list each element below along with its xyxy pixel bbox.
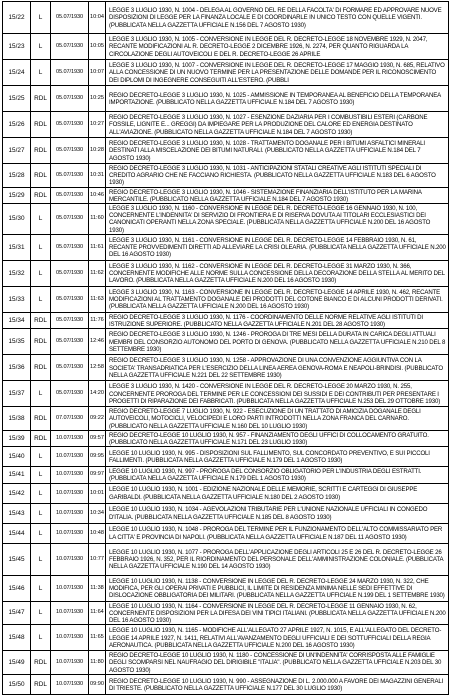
row-description: LEGGE 3 LUGLIO 1930, N. 1160 - CONVERSIONE IN LEGGE DEL R. DECRETO-LEGGE 16 GENNAIO 1930, N. 100, CONCERNENTE L'INDENNITA' DI SERVIZIO DI FRONTIERA E DI RISERVA DOVUTA AI TITOLARI ECCLESIASTICI DEI CANONICATI OPERANTI NELLA ZONA SPECIALE. (PUBBLICATA NELLA GAZZETTA UFFICIALE N.200 DEL 16 AGOSTO 1930) xyxy=(106,204,449,235)
row-description: LEGGE 10 LUGLIO 1930, N. 1077 - PROROGA DELL'APPLICAZIONE DEGLI ARTICOLI 25 E 26 DEL R. DECRETO-LEGGE 26 FEBBRAIO 1926, N. 352, PER IL RIORDINAMENTO DEL PERSONALE DELL'AMMINISTRAZIONE COLONIALE. (PUBBLICATA NELLA GAZZETTA UFFICIALE N.190 DEL 14 AGOSTO 1930) xyxy=(106,543,449,575)
row-number: 15/47 xyxy=(3,601,31,625)
row-description: REGIO DECRETO-LEGGE 3 LUGLIO 1930, N. 1046 - SISTEMAZIONE FINANZIARIA DELL'ISTITUTO PER LA MARINA MERCANTILE. (PUBBLICATO NELLA GAZZETTA UFFICIALE N.184 DEL 7 AGOSTO 1930) xyxy=(106,187,449,203)
row-type: RDL xyxy=(31,86,51,112)
row-number: 15/45 xyxy=(3,543,31,575)
row-description: REGIO DECRETO-LEGGE 10 LUGLIO 1930, N. 957 - FINANZIAMENTO DEGLI UFFICI DI COLLOCAMENTO GRATUITO. (PUBBLICATO NELLA GAZZETTA UFFICIALE N.171 DEL 23 LUGLIO 1930) xyxy=(106,430,449,446)
table-row xyxy=(3,674,449,694)
table-row xyxy=(3,503,449,523)
row-code: 10:05 xyxy=(89,34,106,60)
row-date: 05.07/1930 xyxy=(51,329,89,355)
row-code: 10:28 xyxy=(89,138,106,164)
row-code: 11:64 xyxy=(89,601,106,625)
row-type: L xyxy=(31,204,51,235)
row-type: L xyxy=(31,601,51,625)
row-code: 10:34 xyxy=(89,503,106,523)
row-description: REGIO DECRETO-LEGGE 3 LUGLIO 1930, N. 1027 - ESENZIONE DAZIARIA PER I COMBUSTIBILI ESTERI (CARBONE FOSSILE, LIGNITE E... GREGGI) DA IMPIEGARE PER LA PRODUZIONE DEL CALORE ED ENERGIA DESTINATO ALL'AVIAZIONE. (PUBBLICATO NELLA GAZZETTA UFFICIALE N.184 DEL 7 AGOSTO 1930) xyxy=(106,112,449,138)
row-date: 05.07/1930 xyxy=(51,286,89,312)
row-code: 10:01 xyxy=(89,483,106,503)
row-number: 15/29 xyxy=(3,187,31,203)
row-number: 15/39 xyxy=(3,430,31,446)
row-code: 10:46 xyxy=(89,187,106,203)
row-type: L xyxy=(31,260,51,286)
row-number: 15/32 xyxy=(3,260,31,286)
row-code: 09:95 xyxy=(89,447,106,467)
table-row xyxy=(3,86,449,112)
table-row xyxy=(3,260,449,286)
row-type: RDL xyxy=(31,355,51,381)
row-number: 15/43 xyxy=(3,503,31,523)
row-type: L xyxy=(31,503,51,523)
row-type: L xyxy=(31,575,51,601)
row-number: 15/22 xyxy=(3,2,31,34)
table-row xyxy=(3,329,449,355)
row-date: 10.07/1930 xyxy=(51,430,89,446)
row-number: 15/34 xyxy=(3,312,31,328)
row-date: 10.07/1930 xyxy=(51,447,89,467)
row-number: 15/50 xyxy=(3,674,31,694)
table-row xyxy=(3,407,449,431)
row-date: 10.07/1930 xyxy=(51,601,89,625)
table-row xyxy=(3,523,449,543)
row-number: 15/40 xyxy=(3,447,31,467)
row-description: LEGGE 3 LUGLIO 1930, N. 1004 - DELEGA AL GOVERNO DEL RE DELLA FACOLTA' DI FORMARE ED APPROVARE NUOVE DISPOSIZIONI DI LEGGE PER LA FINANZA LOCALE E DI COORDINARLE IN UNICO TESTO CON QUELLE VIGENTI. (PUBBLICATA NELLA GAZZETTA UFFICIALE N.156 DEL 7 AGOSTO 1930) xyxy=(106,2,449,34)
row-description: LEGGE 10 LUGLIO 1930, N. 1001 - EDIZIONE NAZIONALE DELLE MEMORIE, SCRITTI E CARTEGGI DI GIUSEPPE GARIBALDI. (PUBBLICATA NELLA GAZZETTA UFFICIALE N.180 DEL 2 AGOSTO 1930) xyxy=(106,483,449,503)
row-type: RDL xyxy=(31,312,51,328)
table-row xyxy=(3,112,449,138)
row-type: L xyxy=(31,467,51,483)
row-code: 11:76 xyxy=(89,312,106,328)
row-date: 10.07/1930 xyxy=(51,651,89,675)
table-row xyxy=(3,467,449,483)
row-description: REGIO DECRETO-LEGGE 7 LUGLIO 1930, N. 922 - ESECUZIONE DI UN TRATTATO DI AMICIZIA DOGANALE DEGLI AUTOVEICOLI, MOTOCICLI, VELOCIPEDI E LORO PARTI INTRODOTTI NELLA ZONA FRANCA DEL CARNARO. (PUBBLICATO NELLA GAZZETTA UFFICIALE N.160 DEL 10 LUGLIO 1930) xyxy=(106,407,449,431)
row-date: 05.07/1930 xyxy=(51,381,89,407)
row-description: LEGGE 10 LUGLIO 1930, N. 995 - DISPOSIZIONI SUL FALLIMENTO, SUL CONCORDATO PREVENTIVO, E SUI PICCOLI FALLIMENTI. (PUBBLICATA NELLA GAZZETTA UFFICIALE N.179 DEL 1 AGOSTO 1930) xyxy=(106,447,449,467)
row-type: RDL xyxy=(31,112,51,138)
row-date: 10.07/1930 xyxy=(51,575,89,601)
row-date: 05.07/1930 xyxy=(51,164,89,188)
row-date: 10.07/1930 xyxy=(51,674,89,694)
row-description: LEGGE 10 LUGLIO 1930, N. 1165 - MODIFICHE ALL'ALLEGATO 27 APRILE 1927, N. 1015, E ALL'ALLEGATO DEL DECRETO-LEGGE 14 APRILE 1927, N. 1411, RELATIVI ALL'AVANZAMENTO DEGLI UFFICIALI E DEI SOTTUFFICIALI DELLA REGIA AERONAUTICA. (PUBBLICATA NELLA GAZZETTA UFFICIALE N.200 DEL 16 AGOSTO 1930) xyxy=(106,625,449,651)
row-type: L xyxy=(31,2,51,34)
row-code: 10:27 xyxy=(89,112,106,138)
row-description: REGIO DECRETO-LEGGE 10 LUGLIO 1930, N. 1180 - CONCESSIONE DI UN'INDENNITA' CORRISPOSTA ALLE FAMIGLIE DEGLI SCOMPARSI NEL NAUFRAGIO DEL DIRIGIBILE "ITALIA". (PUBBLICATO NELLA GAZZETTA UFFICIALE N.203 DEL 30 AGOSTO 1930) xyxy=(106,651,449,675)
row-type: L xyxy=(31,543,51,575)
row-date: 10.07/1930 xyxy=(51,523,89,543)
row-number: 15/31 xyxy=(3,234,31,260)
row-date: 10.07/1930 xyxy=(51,503,89,523)
table-row xyxy=(3,286,449,312)
legislation-table-body xyxy=(3,2,449,695)
row-date: 05.07/1930 xyxy=(51,187,89,203)
row-number: 15/37 xyxy=(3,381,31,407)
row-type: RDL xyxy=(31,407,51,431)
row-number: 15/28 xyxy=(3,164,31,188)
row-description: LEGGE 10 LUGLIO 1930, N. 997 - PROROGA DEL CONSORZIO OBLIGATORIO PER L'INDUSTRIA DEGLI ESTRATTI. (PUBBLICATA NELLA GAZZETTA UFFICIALE N.179 DEL 1 AGOSTO 1930) xyxy=(106,467,449,483)
table-row xyxy=(3,204,449,235)
table-row xyxy=(3,483,449,503)
table-row xyxy=(3,164,449,188)
row-type: L xyxy=(31,286,51,312)
row-number: 15/30 xyxy=(3,204,31,235)
row-code: 10:25 xyxy=(89,86,106,112)
row-date: 05.07/1930 xyxy=(51,260,89,286)
row-description: LEGGE 3 LUGLIO 1930, N. 1007 - CONVERSIONE IN LEGGE DEL R. DECRETO-LEGGE 17 MAGGIO 1930, N. 685, RELATIVO ALLA CONCESSIONE DI UN NUOVO TERMINE PER LA PRESENTAZIONE DELLE DOMANDE PER IL RICONOSCIMENTO DEI DIPLOMI DI INGEGNERE CONSEGUITI ALL'ESTERO. (PUBBLI xyxy=(106,60,449,86)
row-code: 09:22 xyxy=(89,407,106,431)
row-code: 09:57 xyxy=(89,430,106,446)
row-type: L xyxy=(31,523,51,543)
row-type: RDL xyxy=(31,651,51,675)
row-code: 11:38 xyxy=(89,575,106,601)
row-code: 11:65 xyxy=(89,625,106,651)
row-code: 11:61 xyxy=(89,234,106,260)
table-row xyxy=(3,187,449,203)
table-row xyxy=(3,543,449,575)
table-row xyxy=(3,575,449,601)
row-type: L xyxy=(31,625,51,651)
row-number: 15/48 xyxy=(3,625,31,651)
row-description: LEGGE 3 LUGLIO 1930, N. 1161 - CONVERSIONE IN LEGGE DEL R. DECRETO-LEGGE 14 FEBBRAIO 1930, N. 61, RECANTE PROVVEDIMENTI DIRETTI AD ALLEVIARE LA CRISI OLEARIA. (PUBBLICATA NELLA GAZZETTA UFFICIALE N.200 DEL 16 AGOSTO 1930) xyxy=(106,234,449,260)
row-date: 05.07/1930 xyxy=(51,60,89,86)
row-description: REGIO DECRETO-LEGGE 3 LUGLIO 1930, N. 1258 - APPROVAZIONE DI UNA CONVENZIONE AGGIUNTIVA CON LA SOCIETA' TRANSADRIATICA PER L'ESERCIZIO DELLA LINEA AEREA GENOVA-ROMA E NEAPOLI-BRINDISI. (PUBBLICATO NELLA GAZZETTA UFFICIALE N.221 DEL 22 SETTEMBRE 1930) xyxy=(106,355,449,381)
row-date: 07.07/1930 xyxy=(51,407,89,431)
row-description: REGIO DECRETO-LEGGE 10 LUGLIO 1930, N. 990 - ASSEGNAZIONE DI L. 2.000.000 A FAVORE DEI MAGAZZINI GENERALI DI TRIESTE. (PUBBLICATO NELLA GAZZETTA UFFICIALE N.177 DEL 30 LUGLIO 1930) xyxy=(106,674,449,694)
row-type: RDL xyxy=(31,164,51,188)
row-number: 15/24 xyxy=(3,60,31,86)
row-description: LEGGE 3 LUGLIO 1930, N. 1163 - CONVERSIONE IN LEGGE DEL R. DECRETO-LEGGE 14 APRILE 1930, N. 462, RECANTE MODIFICAZIONI AL TRATTAMENTO DOGANALE DEI PRODOTTI DEL COTONE BIANCO E DI ALCUNI PRODOTTI DERIVATI. (PUBBLICATA NELLA GAZZETTA UFFICIALE N.200 DEL 16 AGOSTO 1930) xyxy=(106,286,449,312)
row-description: LEGGE 10 LUGLIO 1930, N. 1164 - CONVERSIONE IN LEGGE DEL R. DECRETO-LEGGE 11 GENNAIO 1930, N. 62, CONCERNENTE DISPOSIZIONI PER LA DIFESA DEI VINI TIPICI ITALIANI. (PUBBLICATA NELLA GAZZETTA UFFICIALE N.200 DEL 16 AGOSTO 1930) xyxy=(106,601,449,625)
table-row xyxy=(3,34,449,60)
row-type: L xyxy=(31,234,51,260)
row-code: 09:90 xyxy=(89,674,106,694)
table-row xyxy=(3,138,449,164)
legislation-table xyxy=(2,1,449,695)
row-number: 15/49 xyxy=(3,651,31,675)
row-type: L xyxy=(31,60,51,86)
row-description: LEGGE 3 LUGLIO 1930, N. 1420 - CONVERSIONE IN LEGGE DEL R. DECRETO-LEGGE 20 MARZO 1930, N. 255, CONCERNENTE PROROGA DEL TERMINE PER LE CONCESSIONI DEI SUSSIDI E DEI CONTRIBUTI PER PRESENTARE I PROGETTI DI RIPARAZIONE DEI FABBRICATI. (PUBBLICATA NELLA GAZZETTA UFFICIALE N.253 DEL 29 OTTOBRE 1930) xyxy=(106,381,449,407)
table-row xyxy=(3,651,449,675)
row-code: 09:97 xyxy=(89,467,106,483)
row-number: 15/25 xyxy=(3,86,31,112)
row-code: 10:31 xyxy=(89,164,106,188)
row-code: 11:80 xyxy=(89,651,106,675)
row-type: L xyxy=(31,447,51,467)
row-number: 15/46 xyxy=(3,575,31,601)
row-type: RDL xyxy=(31,187,51,203)
table-row xyxy=(3,381,449,407)
row-type: RDL xyxy=(31,674,51,694)
row-number: 15/26 xyxy=(3,112,31,138)
row-number: 15/27 xyxy=(3,138,31,164)
row-code: 12:58 xyxy=(89,355,106,381)
table-row xyxy=(3,312,449,328)
row-number: 15/41 xyxy=(3,467,31,483)
row-code: 11:62 xyxy=(89,260,106,286)
row-code: 11:60 xyxy=(89,204,106,235)
row-date: 05.07/1930 xyxy=(51,234,89,260)
row-number: 15/36 xyxy=(3,355,31,381)
table-row xyxy=(3,355,449,381)
row-code: 10:77 xyxy=(89,543,106,575)
row-date: 05.07/1930 xyxy=(51,312,89,328)
row-date: 05.07/1930 xyxy=(51,34,89,60)
row-code: 12:46 xyxy=(89,329,106,355)
row-description: LEGGE 3 LUGLIO 1930, N. 1162 - CONVERSIONE IN LEGGE DEL R. DECRETO-LEGGE 31 MARZO 1930, N. 366, CONCERNENTE MODIFICHE ALLE NORME SULLA CONCESSIONE DELLA DECORAZIONE DELLA STELLA AL MERITO DEL LAVORO. (PUBBLICATA NELLA GAZZETTA UFFICIALE N.200 DEL 16 AGOSTO 1930) xyxy=(106,260,449,286)
row-code: 11:63 xyxy=(89,286,106,312)
row-date: 05.07/1930 xyxy=(51,204,89,235)
row-description: REGIO DECRETO-LEGGE 3 LUGLIO 1930, N. 1028 - TRATTAMENTO DOGANALE PER I BITUMI ASFALTICI MINERALI DESTINATI ALLA MISCELAZIONE DEI BITUMI NATURALI. (PUBBLICATO NELLA GAZZETTA UFFICIALE N.184 DEL 7 AGOSTO 1930) xyxy=(106,138,449,164)
table-row xyxy=(3,430,449,446)
row-date: 05.07/1930 xyxy=(51,138,89,164)
row-type: RDL xyxy=(31,329,51,355)
row-number: 15/42 xyxy=(3,483,31,503)
row-code: 10:04 xyxy=(89,2,106,34)
row-description: REGIO DECRETO-LEGGE 3 LUGLIO 1930, N. 1025 - AMMISSIONE IN TEMPORANEA AL BENEFICIO DELLA TEMPORANEA IMPORTAZIONE. (PUBBLICATO NELLA GAZZETTA UFFICIALE N.184 DEL 7 AGOSTO 1930) xyxy=(106,86,449,112)
row-number: 15/35 xyxy=(3,329,31,355)
row-description: LEGGE 10 LUGLIO 1930, N. 1138 - CONVERSIONE IN LEGGE DEL R. DECRETO-LEGGE 24 MARZO 1930, N. 322, CHE MODIFICA, PER GLI OPERAI PRIVATI E PUBBLICI, IL LIMITE DI RESIDENZA MINIMA NELLE SEDI EFFETTIVE DI DISLOCAZIONE OBBLIGATORIA DEI MILITARI. (PUBBLICATA NELLA GAZZETTA UFFICIALE N.199 DEL 1 SETTEMBRE 1930) xyxy=(106,575,449,601)
row-description: REGIO DECRETO-LEGGE 3 LUGLIO 1930, N. 1176 - COORDINAMENTO DELLE NORME RELATIVE AGLI ISTITUTI DI ISTRUZIONE SUPERIORE. (PUBBLICATO NELLA GAZZETTA UFFICIALE N.201 DEL 28 AGOSTO 1930) xyxy=(106,312,449,328)
row-description: REGIO DECRETO-LEGGE 3 LUGLIO 1930, N. 1031 - ANTICIPAZIONI STATALI CREATIVE AGLI ISTITUTI SPECIALI DI CREDITO AGRARIO CHE NE FACCIANO RICHIESTA. (PUBBLICATO NELLA GAZZETTA UFFICIALE N.183 DEL 6 AGOSTO 1930) xyxy=(106,164,449,188)
row-code: 10:48 xyxy=(89,523,106,543)
row-code: 14:20 xyxy=(89,381,106,407)
row-code: 10:07 xyxy=(89,60,106,86)
row-type: L xyxy=(31,381,51,407)
row-date: 10.07/1930 xyxy=(51,543,89,575)
row-type: L xyxy=(31,483,51,503)
table-row xyxy=(3,625,449,651)
row-date: 05.07/1930 xyxy=(51,86,89,112)
row-description: LEGGE 10 LUGLIO 1930, N. 1048 - PROROGA DEL TERMINE PER IL FUNZIONAMENTO DELL'ALTO COMMISSARIATO PER LA CITTA' E PROVINCIA DI NAPOLI. (PUBBLICATA NELLA GAZZETTA UFFICIALE N.187 DEL 11 AGOSTO 1930) xyxy=(106,523,449,543)
row-date: 05.07/1930 xyxy=(51,112,89,138)
table-row xyxy=(3,2,449,34)
row-number: 15/38 xyxy=(3,407,31,431)
row-date: 05.07/1930 xyxy=(51,2,89,34)
row-type: RDL xyxy=(31,138,51,164)
table-row xyxy=(3,60,449,86)
row-type: L xyxy=(31,34,51,60)
row-date: 05.07/1930 xyxy=(51,355,89,381)
row-number: 15/23 xyxy=(3,34,31,60)
row-date: 10.07/1930 xyxy=(51,625,89,651)
table-row xyxy=(3,447,449,467)
row-number: 15/44 xyxy=(3,523,31,543)
row-description: LEGGE 3 LUGLIO 1930, N. 1005 - CONVERSIONE IN LEGGE DEL R. DECRETO-LEGGE 18 NOVEMBRE 1929, N. 2047, RECANTE MODIFICAZIONI AL R. DECRETO-LEGGE 2 DICEMBRE 1926, N. 2274, PER QUANTO RIGUARDA LA CIRCOLAZIONE DEGLI AUTOVEICOLI E DEL R. DECRETO-LEGGE 26 APRILE xyxy=(106,34,449,60)
row-date: 10.07/1930 xyxy=(51,483,89,503)
row-number: 15/33 xyxy=(3,286,31,312)
table-row xyxy=(3,601,449,625)
table-row xyxy=(3,234,449,260)
row-type: RDL xyxy=(31,430,51,446)
row-description: LEGGE 10 LUGLIO 1930, N. 1034 - AGEVOLAZIONI TRIBUTARIE PER L'UNIONE NAZIONALE UFFICIALI IN CONGEDO D'ITALIA. (PUBBLICATA NELLA GAZZETTA UFFICIALE N.185 DEL 8 AGOSTO 1930) xyxy=(106,503,449,523)
row-description: REGIO DECRETO-LEGGE 3 LUGLIO 1930, N. 1246 - PROROGA DI TRE MESI DELLA DURATA IN CARICA DEGLI ATTUALI MEMBRI DEL CONSORZIO AUTONOMO DEL PORTO DI GENOVA. (PUBBLICATO NELLA GAZZETTA UFFICIALE N.210 DEL 8 SETTEMBRE 1930) xyxy=(106,329,449,355)
row-date: 10.07/1930 xyxy=(51,467,89,483)
